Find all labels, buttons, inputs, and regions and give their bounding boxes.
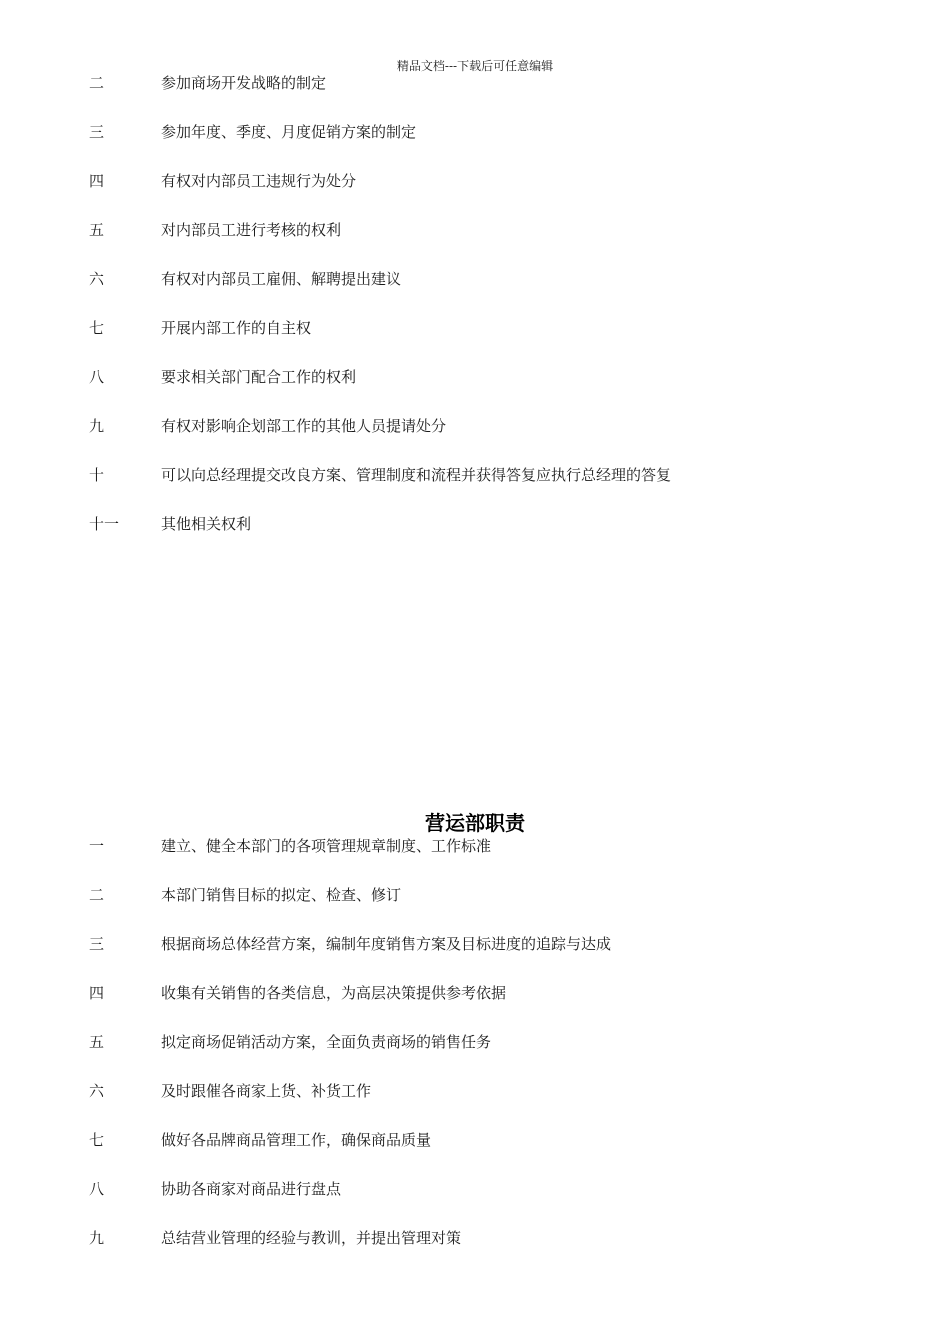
item-text: 有权对影响企划部工作的其他人员提请处分 xyxy=(161,417,447,435)
item-text: 有权对内部员工违规行为处分 xyxy=(161,172,357,190)
list-item xyxy=(0,121,950,170)
section-title: 营运部职责 xyxy=(425,811,525,835)
item-number: 八 xyxy=(89,368,105,386)
item-text: 参加年度、季度、月度促销方案的制定 xyxy=(161,123,417,141)
list-item xyxy=(0,219,950,268)
list-item xyxy=(0,170,950,219)
page-header: 精品文档---下载后可任意编辑 xyxy=(396,59,554,73)
item-number: 七 xyxy=(89,1131,105,1149)
list-item xyxy=(0,317,950,366)
list-item xyxy=(0,366,950,415)
item-text: 收集有关销售的各类信息，为高层决策提供参考依据 xyxy=(161,984,507,1002)
item-number: 九 xyxy=(89,417,105,435)
item-number: 三 xyxy=(89,123,105,141)
item-number: 十 xyxy=(89,466,105,484)
item-number: 七 xyxy=(89,319,105,337)
item-number: 二 xyxy=(89,886,105,904)
item-text: 及时跟催各商家上货、补货工作 xyxy=(161,1082,372,1100)
list-item xyxy=(0,1129,950,1178)
item-text: 本部门销售目标的拟定、检查、修订 xyxy=(161,886,402,904)
list-item xyxy=(0,1178,950,1227)
item-number: 四 xyxy=(89,984,105,1002)
item-number: 六 xyxy=(89,1082,105,1100)
item-number: 八 xyxy=(89,1180,105,1198)
item-text: 可以向总经理提交改良方案、管理制度和流程并获得答复应执行总经理的答复 xyxy=(161,466,672,484)
list-item xyxy=(0,835,950,884)
item-number: 九 xyxy=(89,1229,105,1247)
list-item xyxy=(0,464,950,513)
item-number: 五 xyxy=(89,221,105,239)
list-item xyxy=(0,1227,950,1276)
item-text: 对内部员工进行考核的权利 xyxy=(161,221,342,239)
list-item xyxy=(0,72,950,121)
duties-list xyxy=(0,835,950,1276)
item-text: 根据商场总体经营方案，编制年度销售方案及目标进度的追踪与达成 xyxy=(161,935,612,953)
item-text: 要求相关部门配合工作的权利 xyxy=(161,368,357,386)
item-number: 一 xyxy=(89,837,105,855)
list-item xyxy=(0,884,950,933)
item-text: 总结营业管理的经验与教训，并提出管理对策 xyxy=(161,1229,462,1247)
list-item xyxy=(0,415,950,464)
item-text: 有权对内部员工雇佣、解聘提出建议 xyxy=(161,270,402,288)
item-text: 开展内部工作的自主权 xyxy=(161,319,312,337)
item-text: 做好各品牌商品管理工作，确保商品质量 xyxy=(161,1131,432,1149)
item-number: 五 xyxy=(89,1033,105,1051)
item-text: 协助各商家对商品进行盘点 xyxy=(161,1180,342,1198)
list-item xyxy=(0,982,950,1031)
rights-list xyxy=(0,72,950,562)
list-item xyxy=(0,933,950,982)
item-number: 四 xyxy=(89,172,105,190)
list-item xyxy=(0,268,950,317)
item-number: 十一 xyxy=(89,515,120,533)
item-number: 二 xyxy=(89,74,105,92)
item-text: 拟定商场促销活动方案，全面负责商场的销售任务 xyxy=(161,1033,492,1051)
item-number: 三 xyxy=(89,935,105,953)
item-text: 建立、健全本部门的各项管理规章制度、工作标准 xyxy=(161,837,492,855)
item-text: 参加商场开发战略的制定 xyxy=(161,74,327,92)
list-item xyxy=(0,1080,950,1129)
list-item xyxy=(0,513,950,562)
item-text: 其他相关权利 xyxy=(161,515,252,533)
item-number: 六 xyxy=(89,270,105,288)
list-item xyxy=(0,1031,950,1080)
